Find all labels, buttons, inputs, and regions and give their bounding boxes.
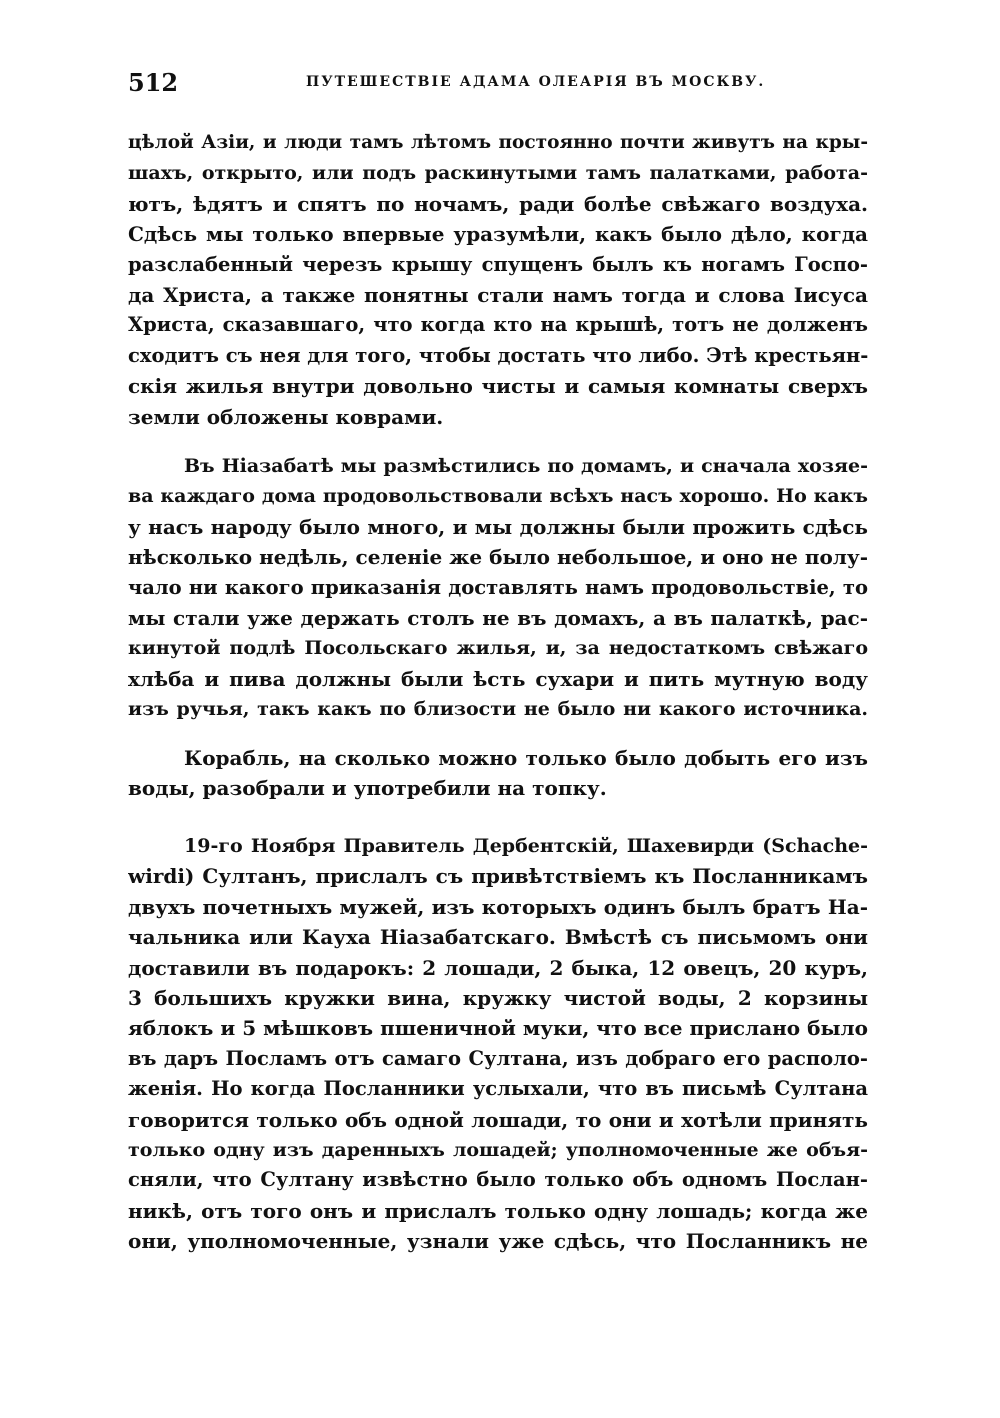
text-line: никѣ, отъ того онъ и прислалъ только одну лошадь; когда же [128, 1198, 868, 1223]
paragraph-1 [128, 128, 868, 432]
text-line: женія. Но когда Посланники услыхали, что въ письмѣ Султана [128, 1077, 868, 1101]
text-line: изъ ручья, такъ какъ по близости не было ни какого источника. [128, 698, 868, 721]
text-line: Сдѣсь мы только впервые уразумѣли, какъ было дѣло, когда [128, 222, 868, 247]
page-header [128, 68, 868, 98]
text-line: Корабль, на сколько можно только было добыть его изъ [184, 746, 868, 770]
text-line: сходитъ съ нея для того, чтобы достать что либо. Этѣ крестьян- [128, 343, 868, 367]
text-line: шахъ, открыто, или подъ раскинутыми тамъ палатками, работа- [128, 162, 868, 185]
text-line: воды, разобрали и употребили на топку. [128, 776, 607, 801]
text-line: говорится только объ одной лошади, то они и хотѣли принять [128, 1107, 868, 1132]
text-line: да Христа, а также понятны стали намъ тогда и слова Іисуса [128, 282, 868, 307]
text-line: Въ Ніазабатѣ мы размѣстились по домамъ, и сначала хозяе- [184, 455, 868, 477]
text-line: двухъ почетныхъ мужей, изъ которыхъ одинъ былъ братъ На- [128, 894, 868, 919]
paragraph-4 [128, 831, 868, 1256]
text-line: мы стали уже держать столъ не въ домахъ, а въ палаткѣ, рас- [128, 605, 868, 630]
text-line: яблокъ и 5 мѣшковъ пшеничной муки, что все прислано было [128, 1016, 868, 1041]
text-line: цѣлой Азіи, и люди тамъ лѣтомъ постоянно почти живутъ на кры- [128, 132, 868, 153]
text-line: ва каждаго дома продовольствовали всѣхъ насъ хорошо. Но какъ [128, 485, 868, 508]
text-line: разслабенный черезъ крышу спущенъ былъ къ ногамъ Госпо- [128, 252, 868, 276]
text-line: они, уполномоченные, узнали уже сдѣсь, что Посланникъ не [128, 1229, 868, 1254]
text-line: скія жилья внутри довольно чисты и самыя комнаты сверхъ [128, 374, 868, 399]
text-line: 19-го Ноября Правитель Дербентскій, Шахевирди (Schache- [184, 835, 868, 857]
text-line: нѣсколько недѣль, селеніе же было небольшое, и оно не полу- [128, 545, 868, 570]
text-line: у насъ народу было много, и мы должны были прожить сдѣсь [128, 514, 868, 539]
text-line: чальника или Кауха Ніазабатскаго. Вмѣстѣ съ письмомъ они [128, 925, 868, 950]
text-line: въ даръ Посламъ отъ самаго Султана, изъ добраго его располо- [128, 1046, 868, 1070]
text-line: wirdi) Султанъ, прислалъ съ привѣтствіемъ къ Посланникамъ [128, 864, 868, 889]
text-line: земли обложены коврами. [128, 404, 444, 429]
text-line: Христа, сказавшаго, что когда кто на крышѣ, тотъ не долженъ [128, 313, 868, 337]
paragraph-3 [128, 743, 868, 804]
running-title: ПУТЕШЕСТВІЕ АДАМА ОЛЕАРІЯ ВЪ МОСКВУ. [306, 74, 766, 90]
text-line: хлѣба и пива должны были ѣсть сухари и пить мутную воду [128, 666, 868, 691]
text-line: чало ни какого приказанія доставлять намъ продовольствіе, то [128, 575, 868, 599]
text-line: сняли, что Султану извѣстно было только объ одномъ Послан- [128, 1168, 868, 1192]
text-line: кинутой подлѣ Посольскаго жилья, и, за недостаткомъ свѣжаго [128, 637, 868, 660]
text-line: только одну изъ даренныхъ лошадей; уполномоченные же объя- [128, 1138, 868, 1161]
text-line: ютъ, ѣдятъ и спятъ по ночамъ, ради болѣе свѣжаго воздуха. [128, 191, 868, 216]
text-line: доставили въ подарокъ: 2 лошади, 2 быка, 12 овецъ, 20 куръ, [128, 955, 868, 980]
text-line: 3 большихъ кружки вина, кружку чистой воды, 2 корзины [128, 985, 868, 1010]
paragraph-2 [128, 451, 868, 725]
page-number: 512 [128, 68, 179, 97]
